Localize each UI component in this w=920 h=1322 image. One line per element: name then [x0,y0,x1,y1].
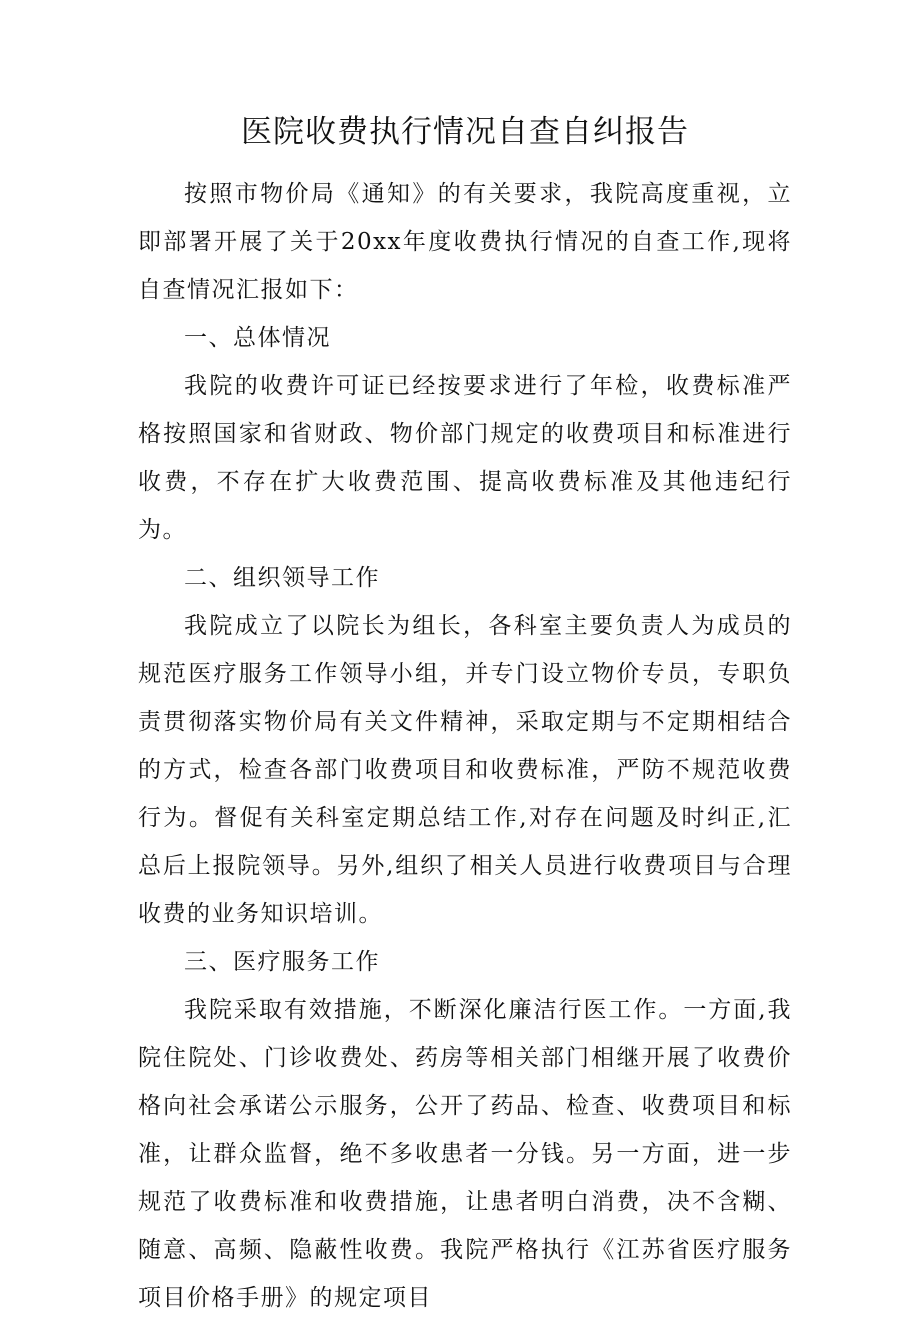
section-heading-medical-service: 三、医疗服务工作 [184,949,380,975]
section-heading-overview: 一、总体情况 [184,325,331,351]
section-body-overview: 我院的收费许可证已经按要求进行了年检，收费标准严格按照国家和省财政、物价部门规定的收费项目和标准进行收费，不存在扩大收费范围、提高收费标准及其他违纪行为。 [138,373,792,543]
section-body-medical-service: 我院采取有效措施，不断深化廉洁行医工作。一方面,我院住院处、门诊收费处、药房等相关部门相继开展了收费价格向社会承诺公示服务，公开了药品、检查、收费项目和标准，让群众监督，绝不多收患者一分钱。另一方面，进一步规范了收费标准和收费措施，让患者明白消费，决不含糊、随意、高频、隐蔽性收费。我院严格执行《江苏省医疗服务项目价格手册》的规定项目 [138,997,792,1311]
section-heading-leadership: 二、组织领导工作 [184,565,380,591]
intro-paragraph: 按照市物价局《通知》的有关要求，我院高度重视，立即部署开展了关于20xx年度收费执行情况的自查工作,现将自查情况汇报如下： [138,181,792,303]
document-title: 医院收费执行情况自查自纠报告 [241,114,689,150]
section-body-leadership: 我院成立了以院长为组长，各科室主要负责人为成员的规范医疗服务工作领导小组，并专门设立物价专员，专职负责贯彻落实物价局有关文件精神，采取定期与不定期相结合的方式，检查各部门收费项目和收费标准，严防不规范收费行为。督促有关科室定期总结工作,对存在问题及时纠正,汇总后上报院领导。另外,组织了相关人员进行收费项目与合理收费的业务知识培训。 [138,613,792,927]
